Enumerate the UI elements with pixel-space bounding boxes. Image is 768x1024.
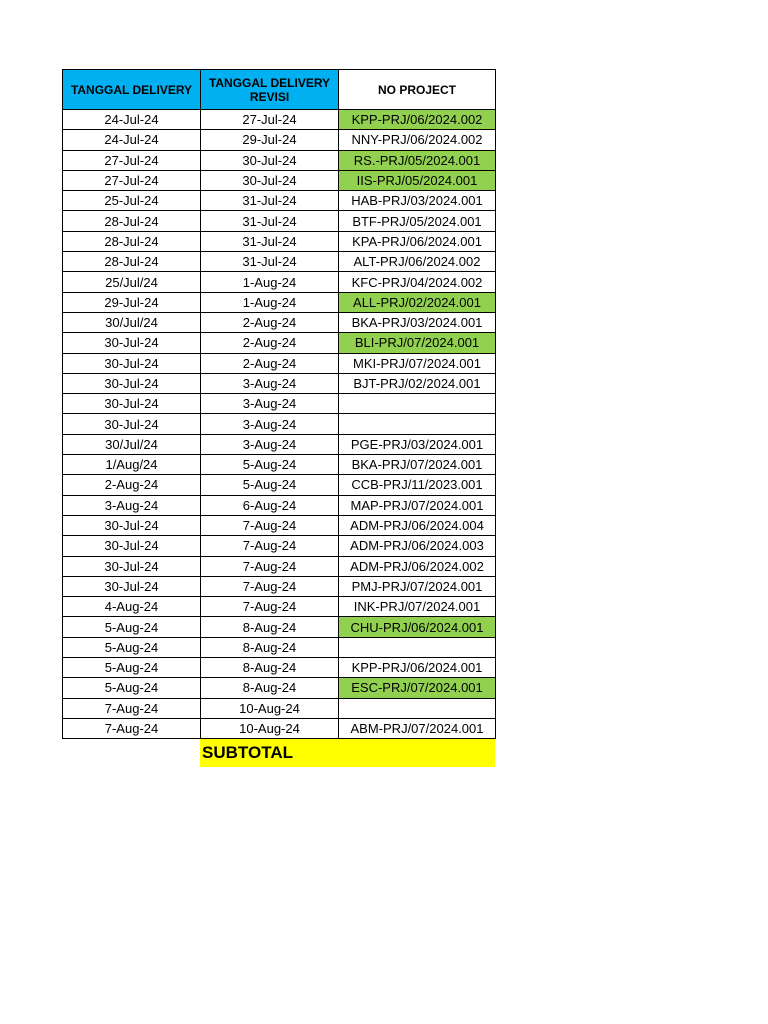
table-row xyxy=(63,110,496,130)
spreadsheet xyxy=(62,69,495,767)
cell-no-project[interactable]: RS.-PRJ/05/2024.001 xyxy=(339,150,496,170)
cell-no-project[interactable]: KFC-PRJ/04/2024.002 xyxy=(339,272,496,292)
subtotal-row xyxy=(62,739,495,767)
table-row xyxy=(63,556,496,576)
cell-tanggal-delivery-revisi[interactable]: 31-Jul-24 xyxy=(201,231,339,251)
cell-tanggal-delivery-revisi[interactable]: 5-Aug-24 xyxy=(201,455,339,475)
table-row xyxy=(63,130,496,150)
cell-tanggal-delivery[interactable]: 5-Aug-24 xyxy=(63,678,201,698)
cell-tanggal-delivery[interactable]: 27-Jul-24 xyxy=(63,150,201,170)
cell-no-project[interactable]: CCB-PRJ/11/2023.001 xyxy=(339,475,496,495)
cell-tanggal-delivery-revisi[interactable]: 10-Aug-24 xyxy=(201,698,339,718)
cell-tanggal-delivery[interactable]: 30-Jul-24 xyxy=(63,515,201,535)
cell-no-project[interactable]: ADM-PRJ/06/2024.003 xyxy=(339,536,496,556)
cell-no-project[interactable] xyxy=(339,637,496,657)
cell-tanggal-delivery[interactable]: 30/Jul/24 xyxy=(63,312,201,332)
table-row xyxy=(63,718,496,738)
cell-tanggal-delivery-revisi[interactable]: 7-Aug-24 xyxy=(201,556,339,576)
table-row xyxy=(63,353,496,373)
cell-tanggal-delivery-revisi[interactable]: 8-Aug-24 xyxy=(201,617,339,637)
delivery-table xyxy=(62,69,496,739)
cell-tanggal-delivery-revisi[interactable]: 1-Aug-24 xyxy=(201,272,339,292)
cell-no-project[interactable]: ALT-PRJ/06/2024.002 xyxy=(339,252,496,272)
cell-no-project[interactable]: ABM-PRJ/07/2024.001 xyxy=(339,718,496,738)
cell-tanggal-delivery-revisi[interactable]: 6-Aug-24 xyxy=(201,495,339,515)
table-row xyxy=(63,475,496,495)
cell-tanggal-delivery[interactable]: 2-Aug-24 xyxy=(63,475,201,495)
cell-tanggal-delivery-revisi[interactable]: 7-Aug-24 xyxy=(201,536,339,556)
cell-no-project[interactable]: KPA-PRJ/06/2024.001 xyxy=(339,231,496,251)
cell-tanggal-delivery[interactable]: 7-Aug-24 xyxy=(63,698,201,718)
cell-no-project[interactable]: ESC-PRJ/07/2024.001 xyxy=(339,678,496,698)
cell-tanggal-delivery-revisi[interactable]: 3-Aug-24 xyxy=(201,394,339,414)
cell-no-project[interactable]: BLI-PRJ/07/2024.001 xyxy=(339,333,496,353)
table-row xyxy=(63,272,496,292)
table-row xyxy=(63,312,496,332)
cell-tanggal-delivery-revisi[interactable]: 31-Jul-24 xyxy=(201,211,339,231)
cell-tanggal-delivery-revisi[interactable]: 2-Aug-24 xyxy=(201,333,339,353)
cell-tanggal-delivery[interactable]: 5-Aug-24 xyxy=(63,658,201,678)
cell-no-project[interactable]: CHU-PRJ/06/2024.001 xyxy=(339,617,496,637)
table-row xyxy=(63,191,496,211)
cell-tanggal-delivery[interactable]: 3-Aug-24 xyxy=(63,495,201,515)
table-body xyxy=(63,110,496,739)
cell-no-project[interactable]: NNY-PRJ/06/2024.002 xyxy=(339,130,496,150)
cell-tanggal-delivery[interactable]: 30-Jul-24 xyxy=(63,394,201,414)
cell-tanggal-delivery[interactable]: 28-Jul-24 xyxy=(63,231,201,251)
cell-no-project[interactable] xyxy=(339,414,496,434)
cell-no-project[interactable] xyxy=(339,394,496,414)
cell-tanggal-delivery-revisi[interactable]: 7-Aug-24 xyxy=(201,515,339,535)
table-row xyxy=(63,373,496,393)
cell-no-project[interactable]: KPP-PRJ/06/2024.001 xyxy=(339,658,496,678)
cell-no-project[interactable] xyxy=(339,698,496,718)
cell-tanggal-delivery[interactable]: 24-Jul-24 xyxy=(63,130,201,150)
table-row xyxy=(63,678,496,698)
cell-tanggal-delivery[interactable]: 30-Jul-24 xyxy=(63,373,201,393)
cell-tanggal-delivery[interactable]: 30-Jul-24 xyxy=(63,536,201,556)
header-no-project[interactable]: NO PROJECT xyxy=(339,70,496,110)
cell-no-project[interactable]: BTF-PRJ/05/2024.001 xyxy=(339,211,496,231)
cell-no-project[interactable]: PGE-PRJ/03/2024.001 xyxy=(339,434,496,454)
cell-no-project[interactable]: PMJ-PRJ/07/2024.001 xyxy=(339,576,496,596)
cell-tanggal-delivery-revisi[interactable]: 30-Jul-24 xyxy=(201,170,339,190)
cell-no-project[interactable]: IIS-PRJ/05/2024.001 xyxy=(339,170,496,190)
cell-no-project[interactable]: ADM-PRJ/06/2024.002 xyxy=(339,556,496,576)
table-row xyxy=(63,414,496,434)
cell-tanggal-delivery-revisi[interactable]: 8-Aug-24 xyxy=(201,637,339,657)
cell-no-project[interactable]: INK-PRJ/07/2024.001 xyxy=(339,597,496,617)
cell-tanggal-delivery[interactable]: 30-Jul-24 xyxy=(63,333,201,353)
cell-tanggal-delivery[interactable]: 24-Jul-24 xyxy=(63,110,201,130)
cell-no-project[interactable]: HAB-PRJ/03/2024.001 xyxy=(339,191,496,211)
cell-tanggal-delivery[interactable]: 5-Aug-24 xyxy=(63,637,201,657)
table-row xyxy=(63,515,496,535)
cell-tanggal-delivery-revisi[interactable]: 8-Aug-24 xyxy=(201,658,339,678)
cell-tanggal-delivery-revisi[interactable]: 27-Jul-24 xyxy=(201,110,339,130)
table-row xyxy=(63,211,496,231)
cell-tanggal-delivery[interactable]: 25/Jul/24 xyxy=(63,272,201,292)
table-row xyxy=(63,536,496,556)
cell-tanggal-delivery-revisi[interactable]: 31-Jul-24 xyxy=(201,252,339,272)
cell-no-project[interactable]: KPP-PRJ/06/2024.002 xyxy=(339,110,496,130)
cell-tanggal-delivery-revisi[interactable]: 30-Jul-24 xyxy=(201,150,339,170)
table-row xyxy=(63,231,496,251)
cell-no-project[interactable]: ALL-PRJ/02/2024.001 xyxy=(339,292,496,312)
cell-tanggal-delivery[interactable]: 30-Jul-24 xyxy=(63,353,201,373)
cell-tanggal-delivery[interactable]: 30-Jul-24 xyxy=(63,556,201,576)
cell-tanggal-delivery[interactable]: 30/Jul/24 xyxy=(63,434,201,454)
table-row xyxy=(63,658,496,678)
cell-no-project[interactable]: BKA-PRJ/03/2024.001 xyxy=(339,312,496,332)
cell-tanggal-delivery-revisi[interactable]: 3-Aug-24 xyxy=(201,373,339,393)
cell-tanggal-delivery-revisi[interactable]: 31-Jul-24 xyxy=(201,191,339,211)
table-row xyxy=(63,576,496,596)
table-row xyxy=(63,455,496,475)
cell-tanggal-delivery[interactable]: 4-Aug-24 xyxy=(63,597,201,617)
cell-tanggal-delivery[interactable]: 29-Jul-24 xyxy=(63,292,201,312)
cell-tanggal-delivery-revisi[interactable]: 29-Jul-24 xyxy=(201,130,339,150)
cell-tanggal-delivery-revisi[interactable]: 2-Aug-24 xyxy=(201,312,339,332)
table-row xyxy=(63,698,496,718)
cell-no-project[interactable]: MAP-PRJ/07/2024.001 xyxy=(339,495,496,515)
cell-tanggal-delivery[interactable]: 30-Jul-24 xyxy=(63,576,201,596)
cell-tanggal-delivery-revisi[interactable]: 5-Aug-24 xyxy=(201,475,339,495)
header-tanggal-delivery-revisi[interactable]: TANGGAL DELIVERY REVISI xyxy=(201,70,339,110)
table-row xyxy=(63,637,496,657)
cell-no-project[interactable]: BJT-PRJ/02/2024.001 xyxy=(339,373,496,393)
cell-tanggal-delivery[interactable]: 28-Jul-24 xyxy=(63,211,201,231)
cell-tanggal-delivery[interactable]: 30-Jul-24 xyxy=(63,414,201,434)
cell-no-project[interactable]: MKI-PRJ/07/2024.001 xyxy=(339,353,496,373)
table-row xyxy=(63,597,496,617)
header-row xyxy=(63,70,496,110)
table-row xyxy=(63,333,496,353)
table-row xyxy=(63,617,496,637)
table-row xyxy=(63,434,496,454)
cell-tanggal-delivery[interactable]: 27-Jul-24 xyxy=(63,170,201,190)
cell-tanggal-delivery[interactable]: 7-Aug-24 xyxy=(63,718,201,738)
subtotal-label[interactable]: SUBTOTAL xyxy=(200,739,495,767)
cell-tanggal-delivery-revisi[interactable]: 2-Aug-24 xyxy=(201,353,339,373)
cell-tanggal-delivery[interactable]: 25-Jul-24 xyxy=(63,191,201,211)
cell-tanggal-delivery-revisi[interactable]: 10-Aug-24 xyxy=(201,718,339,738)
table-row xyxy=(63,252,496,272)
cell-tanggal-delivery-revisi[interactable]: 7-Aug-24 xyxy=(201,576,339,596)
cell-tanggal-delivery[interactable]: 1/Aug/24 xyxy=(63,455,201,475)
table-row xyxy=(63,150,496,170)
cell-tanggal-delivery-revisi[interactable]: 3-Aug-24 xyxy=(201,414,339,434)
cell-tanggal-delivery[interactable]: 28-Jul-24 xyxy=(63,252,201,272)
cell-tanggal-delivery[interactable]: 5-Aug-24 xyxy=(63,617,201,637)
cell-no-project[interactable]: BKA-PRJ/07/2024.001 xyxy=(339,455,496,475)
table-row xyxy=(63,292,496,312)
cell-no-project[interactable]: ADM-PRJ/06/2024.004 xyxy=(339,515,496,535)
table-row xyxy=(63,495,496,515)
cell-tanggal-delivery-revisi[interactable]: 1-Aug-24 xyxy=(201,292,339,312)
header-tanggal-delivery[interactable]: TANGGAL DELIVERY xyxy=(63,70,201,110)
cell-tanggal-delivery-revisi[interactable]: 7-Aug-24 xyxy=(201,597,339,617)
cell-tanggal-delivery-revisi[interactable]: 3-Aug-24 xyxy=(201,434,339,454)
cell-tanggal-delivery-revisi[interactable]: 8-Aug-24 xyxy=(201,678,339,698)
table-row xyxy=(63,170,496,190)
table-row xyxy=(63,394,496,414)
